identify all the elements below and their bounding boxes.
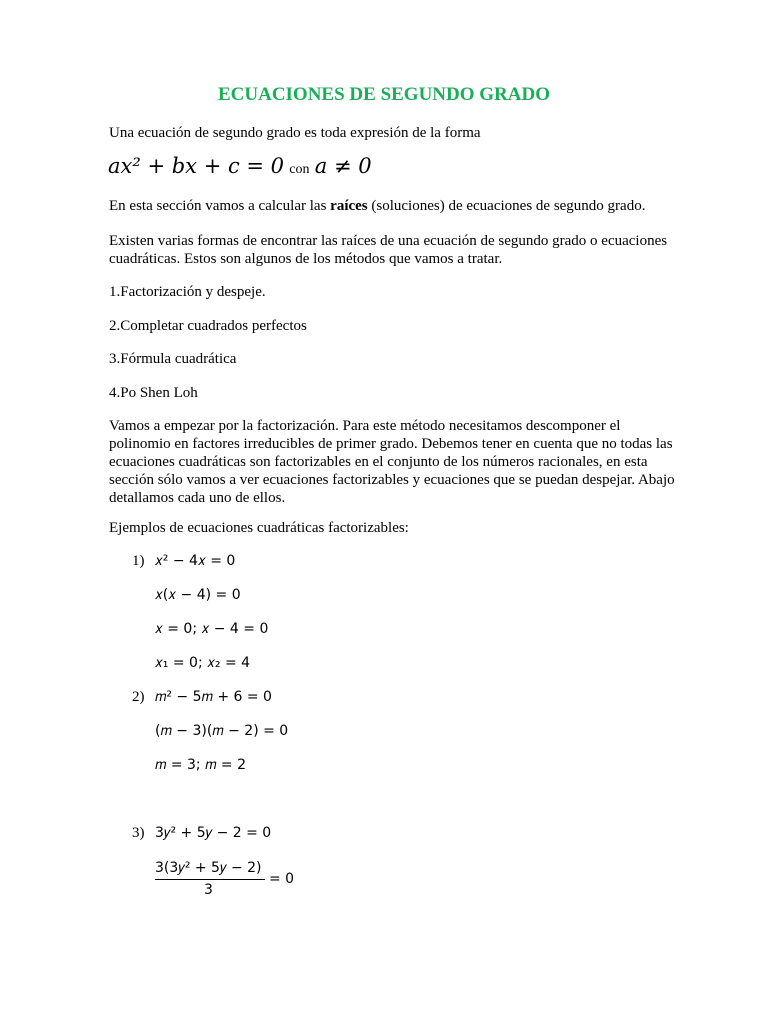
para1-bold: raíces bbox=[330, 198, 368, 214]
formula-con: con bbox=[289, 162, 310, 177]
equation: (𝑚 − 3)(𝑚 − 2) = 0 bbox=[155, 723, 289, 739]
fraction-numerator: 3(3𝑦² + 5𝑦 − 2) bbox=[155, 860, 262, 876]
equation: 3𝑦² + 5𝑦 − 2 = 0 bbox=[155, 825, 272, 841]
examples-heading: Ejemplos de ecuaciones cuadráticas factorizables: bbox=[109, 520, 409, 536]
intro-paragraph: Una ecuación de segundo grado es toda expresión de la forma bbox=[109, 125, 481, 141]
equation: 𝑥² − 4𝑥 = 0 bbox=[155, 553, 236, 569]
para1-before: En esta sección vamos a calcular las bbox=[109, 198, 331, 214]
example-number: 1) bbox=[132, 553, 145, 569]
equation: 𝑚 = 3; 𝑚 = 2 bbox=[155, 757, 246, 773]
formula-main: ax² + bx + c = 0 bbox=[108, 154, 285, 178]
equation: 𝑥₁ = 0; 𝑥₂ = 4 bbox=[155, 655, 251, 671]
fraction-denominator: 3 bbox=[204, 882, 213, 898]
methods-intro-paragraph: Existen varias formas de encontrar las raíces de una ecuación de segundo grado o ecuaciones cuadráticas. Estos son algunos de los métodos que vamos a tratar. bbox=[109, 233, 668, 267]
example-number: 2) bbox=[132, 689, 145, 705]
fraction-bar bbox=[155, 879, 265, 880]
method-item: 2.Completar cuadrados perfectos bbox=[109, 318, 307, 334]
fraction-equals: = 0 bbox=[269, 871, 295, 887]
factorization-paragraph: Vamos a empezar por la factorización. Para este método necesitamos descomponer el polinomio en factores irreducibles de primer grado. Debemos tener en cuenta que no todas las ecuaciones cuadráticas son factorizables en el conjunto de los números racionales, en esta sección sólo vamos a ver ecuaciones factorizables y ecuaciones que se puedan despejar. Abajo detallamos cada uno de ellos. bbox=[109, 418, 675, 506]
equation: 𝑚² − 5𝑚 + 6 = 0 bbox=[155, 689, 272, 705]
para1-after: (soluciones) de ecuaciones de segundo grado. bbox=[367, 198, 646, 214]
general-formula bbox=[108, 154, 372, 179]
page-title: ECUACIONES DE SEGUNDO GRADO bbox=[217, 84, 551, 105]
method-item: 4.Po Shen Loh bbox=[109, 385, 198, 401]
method-item: 1.Factorización y despeje. bbox=[109, 284, 266, 300]
section-paragraph bbox=[109, 197, 679, 215]
formula-condition: a ≠ 0 bbox=[314, 154, 372, 178]
example-number: 3) bbox=[132, 825, 145, 841]
method-item: 3.Fórmula cuadrática bbox=[109, 351, 237, 367]
equation: 𝑥(𝑥 − 4) = 0 bbox=[155, 587, 241, 603]
equation: 𝑥 = 0; 𝑥 − 4 = 0 bbox=[155, 621, 269, 637]
